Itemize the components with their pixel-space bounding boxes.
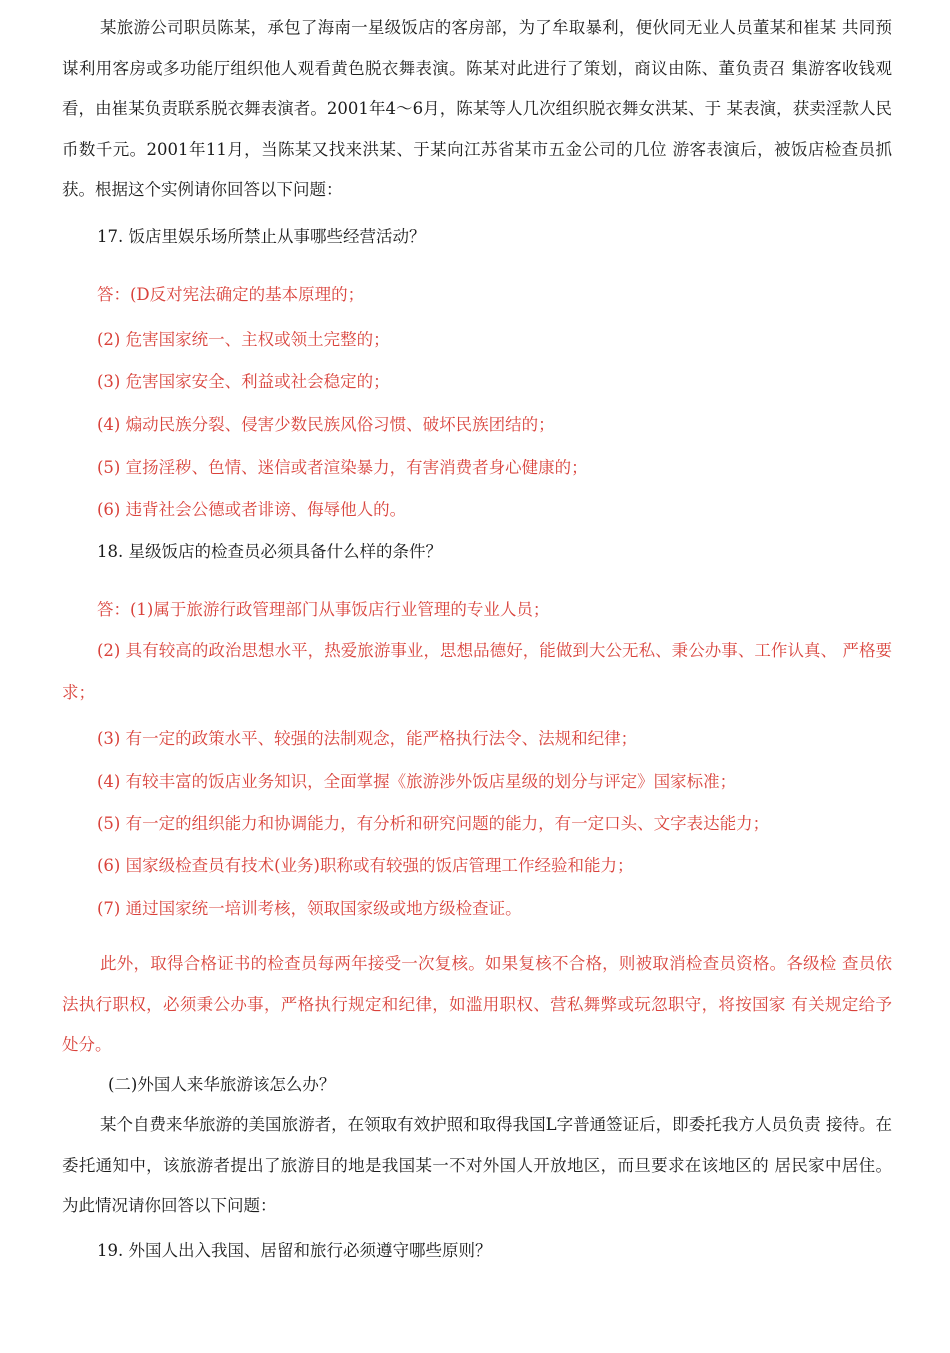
answer-18-5: (5) 有一定的组织能力和协调能力，有分析和研究问题的能力，有一定口头、文字表达能力； [97,814,770,833]
answer-18-3: (3) 有一定的政策水平、较强的法制观念，能严格执行法令、法规和纪律； [97,729,638,748]
case-paragraph-2: 某个自费来华旅游的美国旅游者，在领取有效护照和取得我国L字普通签证后，即委托我方人员负责 接待。在委托通知中，该旅游者提出了旅游目的地是我国某一不对外国人开放地区，而旦要求在该地区的 居民家中居住。为此情况请你回答以下问题： [62,1115,892,1215]
answer-18-2: (2) 具有较高的政治思想水平，热爱旅游事业，思想品德好，能做到大公无私、秉公办事、工作认真、 严格要求； [62,641,892,702]
answer-17-2: (2) 危害国家统一、主权或领土完整的； [97,330,390,349]
case-paragraph: 某旅游公司职员陈某，承包了海南一星级饭店的客房部，为了牟取暴利，便伙同无业人员董某和崔某 共同预谋利用客房或多功能厅组织他人观看黄色脱衣舞表演。陈某对此进行了策划，商议由陈、董负责召 集游客收钱观看，由崔某负责联系脱衣舞表演者。2001年4〜6月，陈某等人几次组织脱衣舞女洪某、于 某表演，获卖淫款人民币数千元。2001年11月，当陈某又找来洪某、于某向江苏省某市五金公司的几位 游客表演后，被饭店检查员抓获。根据这个实例请你回答以下问题： [62,18,892,199]
question-17: 17. 饭店里娱乐场所禁止从事哪些经营活动？ [97,227,426,246]
answer-17-5: (5) 宣扬淫秽、色情、迷信或者渲染暴力，有害消费者身心健康的； [97,458,588,477]
question-19: 19. 外国人出入我国、居留和旅行必须遵守哪些原则？ [97,1241,492,1260]
answer-17-6: (6) 违背社会公德或者诽谤、侮辱他人的。 [97,500,407,519]
answer-17-4: (4) 煽动民族分裂、侵害少数民族风俗习惯、破坏民族团结的； [97,415,555,434]
answer-17-1: 答：(D反对宪法确定的基本原理的； [97,285,365,304]
answer-18-7: (7) 通过国家统一培训考核，领取国家级或地方级检查证。 [97,899,522,918]
answer-18-1: 答：(1)属于旅游行政管理部门从事饭店行业管理的专业人员； [97,600,550,619]
answer-18-4: (4) 有较丰富的饭店业务知识，全面掌握《旅游涉外饭店星级的划分与评定》国家标准； [97,772,737,791]
inspector-review-note: 此外，取得合格证书的检查员每两年接受一次复核。如果复核不合格，则被取消检查员资格。各级检 查员依法执行职权，必须秉公办事，严格执行规定和纪律，如滥用职权、营私舞弊或玩忽职守，将按国家 有关规定给予处分。 [62,954,892,1054]
section-heading-foreigners: (二)外国人来华旅游该怎么办？ [108,1075,336,1094]
answer-18-6: (6) 国家级检查员有技术(业务)职称或有较强的饭店管理工作经验和能力； [97,856,634,875]
question-18: 18. 星级饭店的检查员必须具备什么样的条件？ [97,542,442,561]
answer-17-3: (3) 危害国家安全、利益或社会稳定的； [97,372,390,391]
